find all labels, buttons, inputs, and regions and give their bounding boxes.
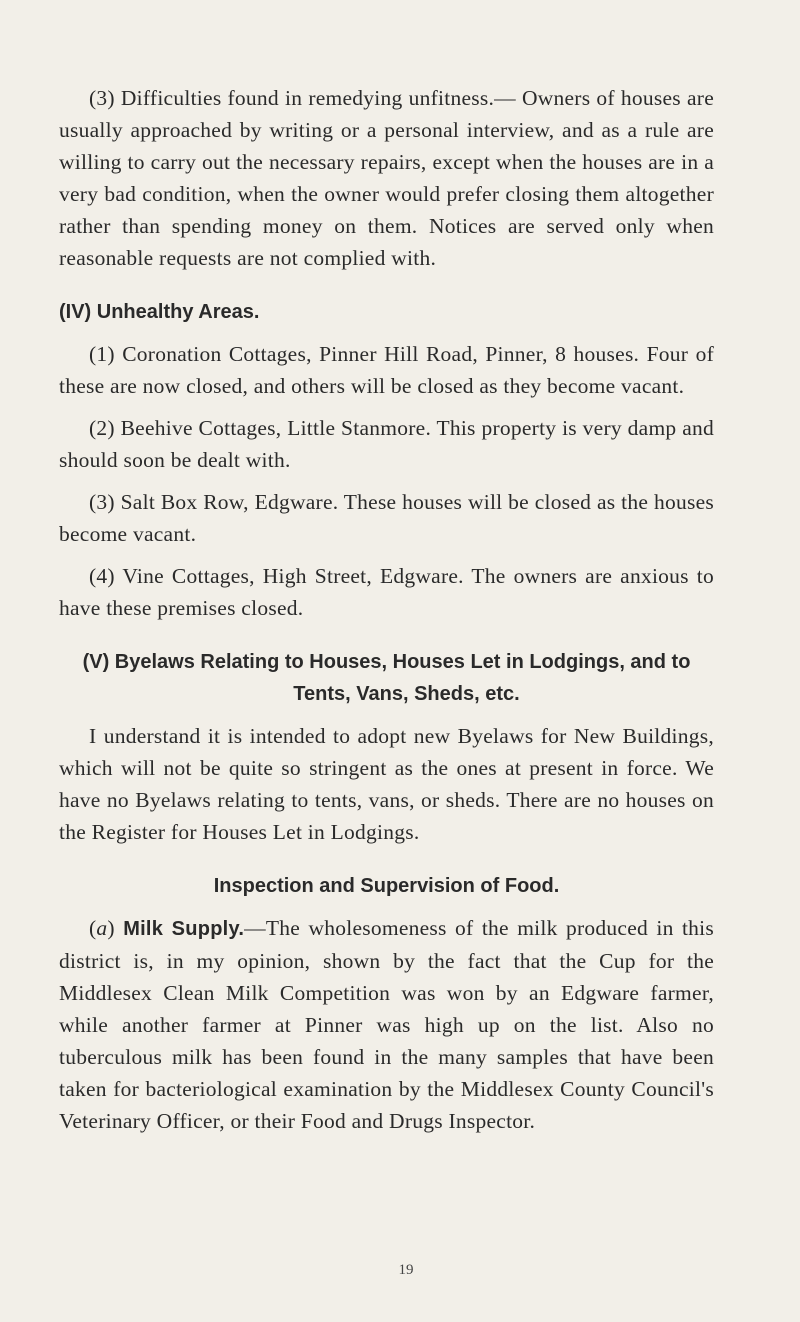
milk-letter: a bbox=[96, 916, 108, 940]
paragraph-salt-box-row: (3) Salt Box Row, Edgware. These houses will be closed as the houses become vacant. bbox=[59, 490, 714, 546]
milk-supply-heading: Milk Supply. bbox=[123, 918, 245, 940]
milk-prefix-close: ) bbox=[107, 916, 115, 940]
paragraph-milk-supply bbox=[59, 912, 714, 1137]
heading-food-inspection: Inspection and Supervision of Food. bbox=[213, 875, 560, 897]
milk-supply-text: —The wholesomeness of the milk produced in this district is, in my opinion, shown by the fact that the Cup for the Middlesex Clean Milk Competition was won by an Edgware farmer, while another farmer at Pinner was high up on the list. Also no tuberculous milk has been found in the many samples that have been taken for bacteriological examination by the Middlesex County Council's Veterinary Officer, or their Food and Drugs Inspector. bbox=[59, 916, 715, 1133]
paragraph-vine-cottages: (4) Vine Cottages, High Street, Edgware. The owners are anxious to have these premises closed. bbox=[59, 564, 714, 620]
paragraph-byelaws: I understand it is intended to adopt new Byelaws for New Buildings, which will not be quite so stringent as the ones at present in force. We have no Byelaws relating to tents, vans, or sheds. There are no houses on the Register for Houses Let in Lodgings. bbox=[59, 724, 714, 844]
heading-unhealthy-areas: (IV) Unhealthy Areas. bbox=[59, 301, 260, 323]
milk-prefix-open: ( bbox=[89, 916, 97, 940]
heading-byelaws: (V) Byelaws Relating to Houses, Houses Let in Lodgings, and to Tents, Vans, Sheds, etc. bbox=[82, 651, 691, 705]
page-number: 19 bbox=[398, 1262, 414, 1278]
paragraph-coronation-cottages: (1) Coronation Cottages, Pinner Hill Road, Pinner, 8 houses. Four of these are now closed, and others will be closed as they become vacant. bbox=[59, 342, 714, 398]
paragraph-difficulties: (3) Difficulties found in remedying unfitness.— Owners of houses are usually approached by writing or a personal interview, and as a rule are willing to carry out the necessary repairs, except when the houses are in a very bad condition, when the owner would prefer closing them altogether rather than spending money on them. Notices are served only when reasonable requests are not complied with. bbox=[59, 86, 714, 270]
paragraph-beehive-cottages: (2) Beehive Cottages, Little Stanmore. This property is very damp and should soon be dealt with. bbox=[59, 416, 714, 472]
